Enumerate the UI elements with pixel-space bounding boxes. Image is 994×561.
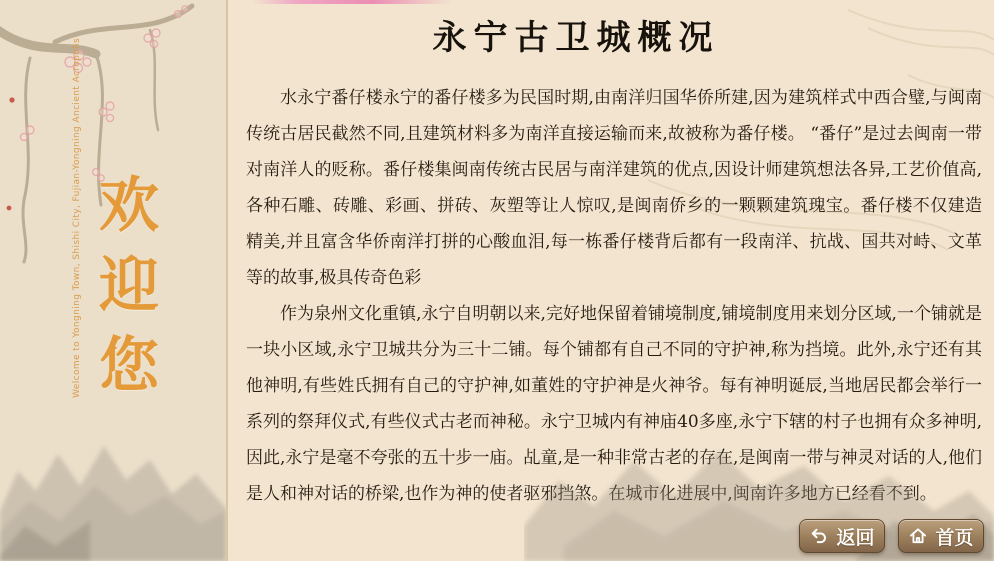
welcome-caption-en: Welcome to Yongning Town, Shishi City, Fujian-Yongning Ancient Acropolis	[72, 37, 82, 398]
back-button[interactable]	[799, 519, 885, 553]
pink-decoration	[252, 0, 452, 4]
welcome-char: 欢	[99, 171, 159, 241]
welcome-title	[92, 171, 166, 401]
button-bar	[799, 519, 984, 553]
undo-arrow-icon	[809, 526, 829, 546]
content-panel	[228, 0, 994, 561]
welcome-char: 您	[99, 331, 159, 401]
paragraph: 水永宁番仔楼永宁的番仔楼多为民国时期,由南洋归国华侨所建,因为建筑样式中西合璧,与闽南传统古居民截然不同,且建筑材料多为南洋直接运输而来,故被称为番仔楼。 “番仔”是过去闽南一带对南洋人的贬称。番仔楼集闽南传统古民居与南洋建筑的优点,因设计师建筑想法各异,工艺价值高,各种石雕、砖雕、彩画、拼砖、灰塑等让人惊叹,是闽南侨乡的一颗颗建筑瑰宝。番仔楼不仅建造精美,并且富含华侨南洋打拼的心酸血泪,每一栋番仔楼背后都有一段南洋、抗战、国共对峙、文革等的故事,极具传奇色彩	[246, 88, 982, 288]
ink-mountains-left	[0, 416, 226, 561]
back-button-label: 返回	[836, 526, 875, 549]
home-button-label: 首页	[935, 526, 974, 549]
home-icon	[908, 526, 928, 546]
article-text	[246, 80, 982, 512]
paragraph: 作为泉州文化重镇,永宁自明朝以来,完好地保留着铺境制度,铺境制度用来划分区域,一个铺就是一块小区域,永宁卫城共分为三十二铺。每个铺都有自己不同的守护神,称为挡境。此外,永宁还有其他神明,有些姓氏拥有自己的守护神,如董姓的守护神是火神爷。每有神明诞辰,当地居民都会举行一系列的祭拜仪式,有些仪式古老而神秘。永宁卫城内有神庙40多座,永宁下辖的村子也拥有众多神明,因此,永宁是毫不夸张的五十步一庙。乩童,是一种非常古老的存在,是闽南一带与神灵对话的人,他们是人和神对话的桥梁,也作为神的使者驱邪挡煞。在城市化进展中,闽南许多地方已经看不到。	[246, 304, 982, 504]
home-button[interactable]	[898, 519, 984, 553]
sidebar	[0, 0, 226, 561]
page-title: 永宁古卫城概况	[432, 18, 720, 58]
welcome-char: 迎	[99, 251, 159, 321]
